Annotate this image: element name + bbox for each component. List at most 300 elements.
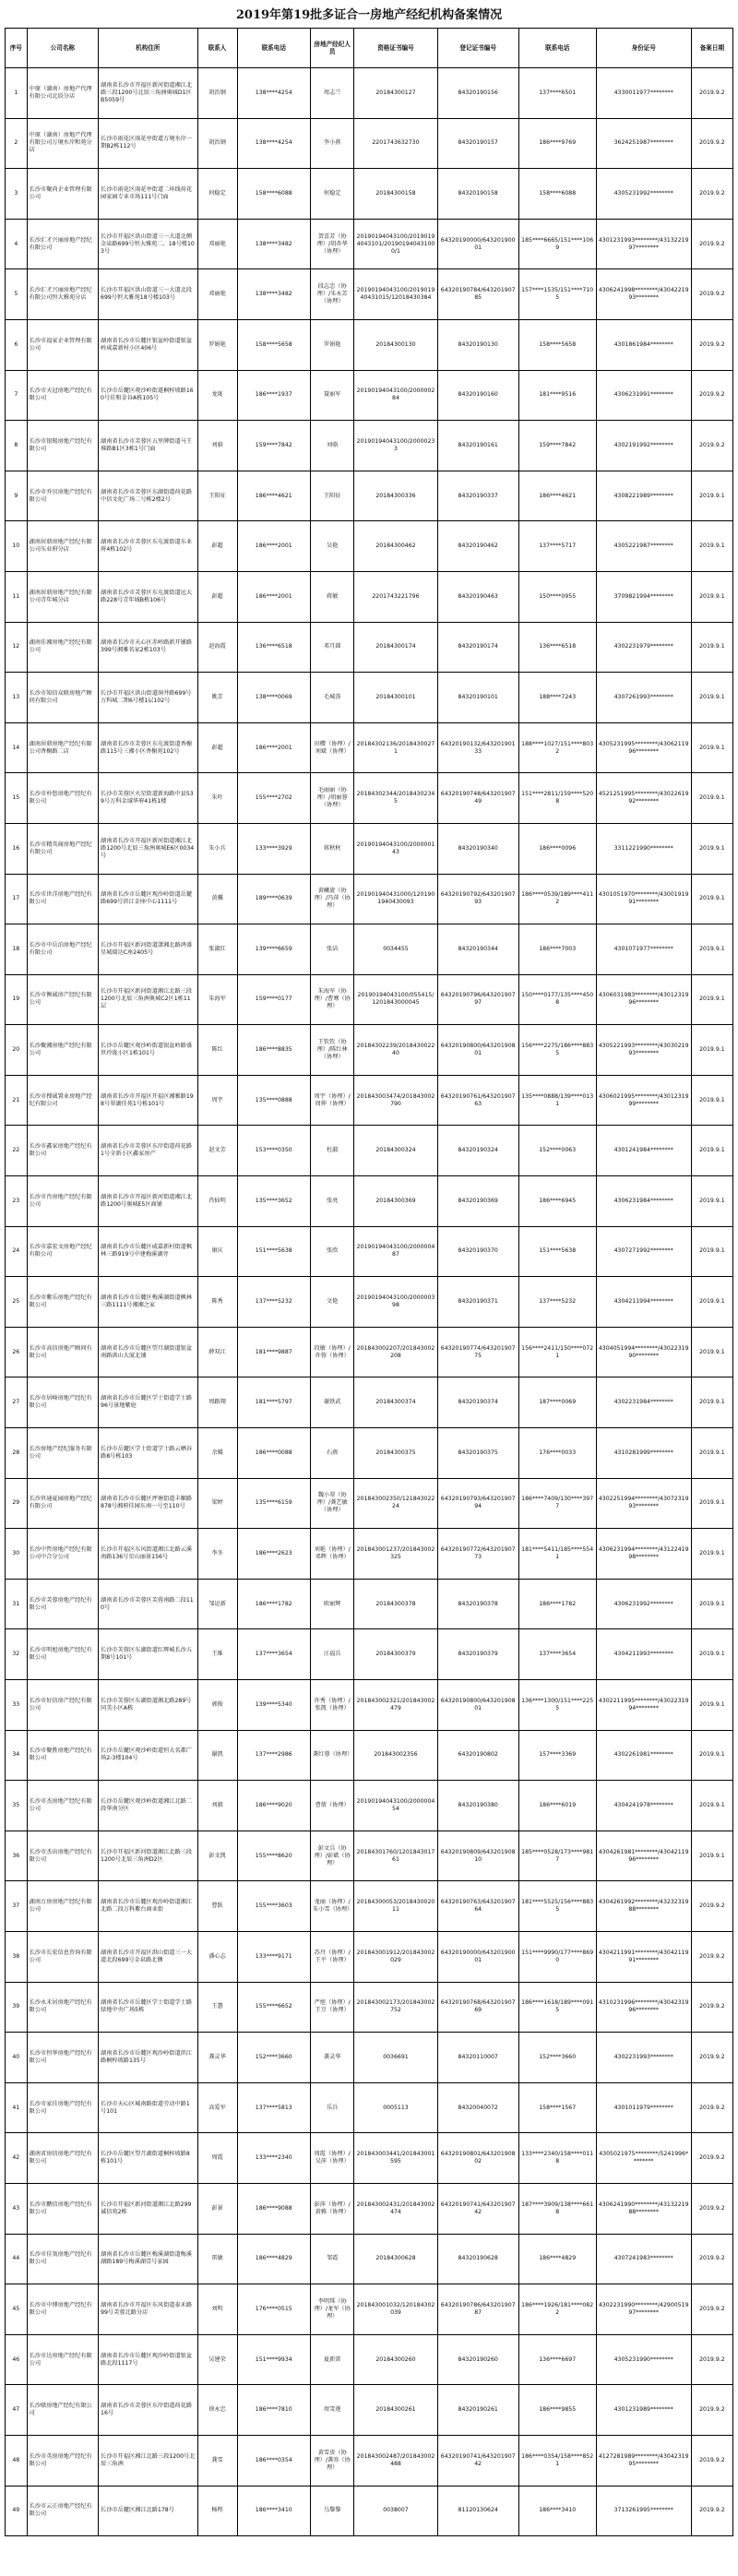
cell-date: 2019.9.1 (691, 1226, 732, 1277)
header-registration: 登记证书编号 (437, 29, 518, 68)
cell-registration: 64320190000/64320190001 (437, 219, 518, 269)
cell-address: 长沙市开福区洪山街道三一大道北段699号恒大雅苑18号楼103号 (99, 269, 197, 320)
cell-address: 湖南省长沙市岳麓区观沙岭街道岳麓路699号滨江金座中心1111号 (99, 874, 197, 924)
cell-address: 湖南省长沙市芙蓉区东屯渡街道远大路228号青年城B栋106号 (99, 571, 197, 622)
cell-contact: 徐永忠 (197, 2385, 237, 2436)
cell-qualification: 20190194043100/200000398 (354, 1277, 437, 1328)
cell-phone: 186****2001 (237, 722, 311, 773)
cell-phone: 186****0088 (237, 1428, 311, 1479)
cell-agent: 谢铁武 (311, 1377, 354, 1428)
cell-registration: 64320190809/64320190810 (437, 1831, 518, 1881)
cell-no: 20 (6, 1025, 28, 1076)
cell-phone: 138****4254 (237, 68, 311, 119)
header-contact: 联系人 (197, 29, 237, 68)
table-row (6, 2234, 733, 2284)
cell-agent-phone: 137****3654 (518, 1629, 596, 1680)
cell-contact: 陈红 (197, 1025, 237, 1076)
cell-address: 湖南省长沙市开福区新河街道湘江北路1200号北辰三角洲奥城E6区0034号 (99, 823, 197, 874)
cell-address: 湖南省长沙市芙蓉区东屯渡街道香榭路115号三湘小区香榭苑102号 (99, 722, 197, 773)
cell-address: 湖南省长沙市天心区赤岭路新开铺路399号湘雅名家2栋103号 (99, 622, 197, 673)
table-row (6, 1176, 733, 1227)
cell-qualification: 201843001237/201843002325 (354, 1529, 437, 1580)
cell-registration: 84320190261 (437, 2385, 518, 2436)
cell-date: 2019.9.2 (691, 2284, 732, 2335)
document-sheet (5, 4, 733, 2536)
cell-qualification: 20184301760/120184301761 (354, 1831, 437, 1881)
cell-phone: 155****8620 (237, 1831, 311, 1881)
cell-registration: 64320190748/64320190749 (437, 773, 518, 824)
cell-id-number: 4308221989******** (596, 471, 691, 521)
cell-phone: 151****5638 (237, 1226, 311, 1277)
cell-address: 湖南省长沙市岳麓区观沙岭街道银盆路北段1117号 (99, 2334, 197, 2385)
cell-contact: 雷敏 (197, 2234, 237, 2284)
cell-address: 长沙市开福区洪山街道三一大道北侧金泉路699号恒大雅苑二、18号楼103号 (99, 219, 197, 269)
cell-id-number: 4307261993******** (596, 673, 691, 723)
cell-company: 长沙市朴悠房地产经纪有限公司 (27, 773, 98, 824)
cell-phone: 158****6088 (237, 169, 311, 220)
cell-company: 长沙联房地产经纪有限公司 (27, 2385, 98, 2436)
cell-contact: 姚芳 (197, 673, 237, 723)
cell-qualification: 20184300375 (354, 1428, 437, 1479)
cell-agent: 张洁 (311, 924, 354, 975)
cell-date: 2019.9.2 (691, 1931, 732, 1982)
cell-agent-phone: 186****1618/189****0915 (518, 1982, 596, 2033)
cell-agent: 黄雪贵（协理）/龚容（协理） (311, 2435, 354, 2486)
cell-address: 湖南省长沙市芙蓉区东岸街道荷花路1号全新小区鑫家房产 (99, 1126, 197, 1176)
cell-contact: 谢凯 (197, 1730, 237, 1781)
cell-agent: 刘骆 (311, 421, 354, 471)
cell-id-number: 4301051970********/4300191991******** (596, 874, 691, 924)
cell-registration: 84320190101 (437, 673, 518, 723)
cell-company: 长沙汇才兴丽房地产经纪有限公司恒大雅苑分店 (27, 269, 98, 320)
cell-no: 8 (6, 421, 28, 471)
cell-registration: 84320190370 (437, 1226, 518, 1277)
cell-id-number: 4305231992******** (596, 169, 691, 220)
table-row (6, 471, 733, 521)
cell-company: 长沙市杰出房地产经纪有限公司 (27, 1831, 98, 1881)
cell-company: 长沙汇才兴丽房地产经纪有限公司 (27, 219, 98, 269)
table-row (6, 1680, 733, 1731)
cell-date: 2019.9.1 (691, 673, 732, 723)
cell-id-number: 4305221987******** (596, 521, 691, 572)
cell-id-number: 4305231995********/4306211996******** (596, 722, 691, 773)
cell-no: 37 (6, 1881, 28, 1932)
cell-agent: 周雪莲 (311, 2385, 354, 2436)
cell-id-number: 4304261981********/4304211996******** (596, 1831, 691, 1881)
cell-company: 长沙市衡诚房产经纪有限公司 (27, 974, 98, 1025)
cell-phone: 176****0515 (237, 2284, 311, 2335)
cell-company: 长沙市高信房地产顾问有限公司 (27, 1327, 98, 1377)
cell-qualification: 20184300378 (354, 1579, 437, 1629)
cell-agent: 汪福兵 (311, 1629, 354, 1680)
cell-id-number: 4304211991********/4304211991******** (596, 1931, 691, 1982)
cell-address: 长沙市雨花区雨花亭街道万境水岸一期B2栋112号 (99, 118, 197, 169)
header-agent-phone: 联系电话 (518, 29, 596, 68)
cell-agent-phone: 133****2340/158****0118 (518, 2133, 596, 2184)
cell-date: 2019.9.2 (691, 2133, 732, 2184)
cell-date: 2019.9.1 (691, 1277, 732, 1328)
cell-company: 长沙市好信房产经纪有限公司 (27, 1680, 98, 1731)
cell-agent-phone: 186****4829 (518, 2234, 596, 2284)
table-row (6, 2284, 733, 2335)
cell-agent: 夏新雷 (311, 2334, 354, 2385)
cell-qualification: 201843002173/201843002752 (354, 1982, 437, 2033)
cell-date: 2019.9.1 (691, 1579, 732, 1629)
table-row (6, 622, 733, 673)
cell-agent-phone: 186****0354/158****8521 (518, 2435, 596, 2486)
cell-no: 34 (6, 1730, 28, 1781)
cell-qualification: 20190194043100/201901940431015/12018430384 (354, 269, 437, 320)
cell-id-number: 4307241983******** (596, 2234, 691, 2284)
cell-phone: 153****0350 (237, 1126, 311, 1176)
cell-contact: 潘心志 (197, 1931, 237, 1982)
cell-contact: 彭文凯 (197, 1831, 237, 1881)
cell-company: 长沙市恒华房地产经纪有限公司 (27, 2033, 98, 2083)
cell-agent: 朱海军（协理）/曹骞（协理） (311, 974, 354, 1025)
cell-agent-phone: 186****6019 (518, 1781, 596, 1831)
cell-address: 湖南省长沙市芙蓉区五里牌街道马王堆路B1区3栋1号门面 (99, 421, 197, 471)
cell-phone: 152****3660 (237, 2033, 311, 2083)
cell-qualification: 20184300628 (354, 2234, 437, 2284)
cell-date: 2019.9.2 (691, 2033, 732, 2083)
cell-address: 长沙市岳麓区观沙岭街道银盆岭路盛世玲珑小区1栋101号 (99, 1025, 197, 1076)
cell-phone: 135****6159 (237, 1478, 311, 1529)
cell-agent: 王阳征 (311, 471, 354, 521)
table-row (6, 1831, 733, 1881)
cell-id-number: 4302231979******** (596, 622, 691, 673)
cell-phone: 137****2986 (237, 1730, 311, 1781)
cell-address: 长沙市开福区新河街道湘江北路299诚信苑2栋 (99, 2183, 197, 2234)
table-row (6, 370, 733, 421)
cell-registration: 84320190158 (437, 169, 518, 220)
table-row (6, 2486, 733, 2536)
cell-id-number: 4305231990******** (596, 2334, 691, 2385)
cell-address: 长沙市岳麓区观沙岭街道湘江北路二段华南分区 (99, 1781, 197, 1831)
cell-address: 长沙市天心区城南路街道劳动中路1号101 (99, 2082, 197, 2133)
cell-agent-phone: 186****0096 (518, 823, 596, 874)
cell-agent: 魏小翠（协理）/龚艺敏（协理） (311, 1478, 354, 1529)
cell-agent-phone: 157****1535/151****7105 (518, 269, 596, 320)
cell-qualification: 0038007 (354, 2486, 437, 2536)
cell-company: 长沙市佳瓴房地产经纪有限公司 (27, 2234, 98, 2284)
cell-phone: 181****9887 (237, 1327, 311, 1377)
cell-phone: 155****2702 (237, 773, 311, 824)
cell-phone: 186****2623 (237, 1529, 311, 1580)
cell-agent: 蒋秋秋 (311, 823, 354, 874)
cell-id-number: 4301241984******** (596, 1126, 691, 1176)
cell-registration: 84320190371 (437, 1277, 518, 1328)
table-row (6, 2082, 733, 2133)
cell-contact: 胡治钢 (197, 68, 237, 119)
cell-phone: 158****5658 (237, 319, 311, 370)
cell-agent-phone: 150****0955 (518, 571, 596, 622)
cell-agent-phone: 136****6697 (518, 2334, 596, 2385)
cell-phone: 137****5813 (237, 2082, 311, 2133)
cell-phone: 138****0069 (237, 673, 311, 723)
cell-qualification: 20184300374 (354, 1377, 437, 1428)
cell-date: 2019.9.1 (691, 773, 732, 824)
cell-registration: 84320190337 (437, 471, 518, 521)
table-row (6, 1529, 733, 1580)
cell-company: 中原（湖南）房地产代理有限公司北辰分店 (27, 68, 98, 119)
cell-address: 长沙市开福区新河街道湘江北路三段1200号北辰三角洲D2区 (99, 1831, 197, 1881)
cell-agent-phone: 136****1300/151****2255 (518, 1680, 596, 1731)
cell-no: 19 (6, 974, 28, 1025)
cell-registration: 64320190774/64320190775 (437, 1327, 518, 1377)
cell-id-number: 4306231992******** (596, 1579, 691, 1629)
cell-qualification: 20184300158 (354, 169, 437, 220)
cell-agent-phone: 151****2811/159****5208 (518, 773, 596, 824)
cell-company: 长沙市知信众联房地产顾问有限公司 (27, 673, 98, 723)
cell-phone: 159****0177 (237, 974, 311, 1025)
cell-company: 长沙市鑫家房地产经纪有限公司 (27, 1126, 98, 1176)
cell-qualification: 201843002356 (354, 1730, 437, 1781)
cell-registration: 84320190375 (437, 1428, 518, 1479)
cell-contact: 赵文芳 (197, 1126, 237, 1176)
cell-registration: 84320190379 (437, 1629, 518, 1680)
cell-id-number: 4302261981******** (596, 1730, 691, 1781)
cell-address: 湖南省长沙市开福区东风街道泰禾路99号芙蓉北路分店 (99, 2284, 197, 2335)
cell-id-number: 4306021995********/4301231999******** (596, 1075, 691, 1126)
cell-phone: 186****2001 (237, 571, 311, 622)
cell-qualification: 20190194043100/200000284 (354, 370, 437, 421)
cell-agent: 严旭（协理）/王豆（协理） (311, 1982, 354, 2033)
cell-no: 41 (6, 2082, 28, 2133)
cell-registration: 84320190324 (437, 1126, 518, 1176)
cell-contact: 王慧 (197, 1982, 237, 2033)
cell-address: 湖南省长沙市开福区洪山街道三一大道北段699号金泉路北侧 (99, 1931, 197, 1982)
cell-agent: 周霞（协理）/吴萍（协理） (311, 2133, 354, 2184)
cell-date: 2019.9.1 (691, 1478, 732, 1529)
cell-contact: 张淑红 (197, 924, 237, 975)
cell-registration: 64320190741/64320190742 (437, 2435, 518, 2486)
table-row (6, 823, 733, 874)
cell-agent: 龙丽（协理）/朱小雪（协理） (311, 1881, 354, 1932)
cell-address: 湖南省长沙市芙蓉区东屯渡街道东业府4栋102号 (99, 521, 197, 572)
table-row (6, 1579, 733, 1629)
cell-contact: 朱小兵 (197, 823, 237, 874)
cell-phone: 139****5340 (237, 1680, 311, 1731)
cell-qualification: 20184300261 (354, 2385, 437, 2436)
cell-no: 12 (6, 622, 28, 673)
cell-date: 2019.9.1 (691, 1327, 732, 1377)
cell-company: 长沙房地产经纪服务有限公司 (27, 1428, 98, 1479)
cell-qualification: 20190194043100/200000487 (354, 1226, 437, 1277)
cell-registration: 64320190802 (437, 1730, 518, 1781)
cell-company: 长沙市云正房地产经纪有限公司 (27, 2486, 98, 2536)
cell-agent: 黄曦旋（协理）/冯萍（协理） (311, 874, 354, 924)
cell-date: 2019.9.2 (691, 2385, 732, 2436)
cell-id-number: 3311221990******** (596, 823, 691, 874)
cell-address: 湖南省长沙市岳麓区观沙岭街道滨江路桐梓坡路135号 (99, 2033, 197, 2083)
cell-registration: 64320190000/64320190001 (437, 1931, 518, 1982)
table-row (6, 1478, 733, 1529)
cell-agent: 聂丽军 (311, 370, 354, 421)
table-row (6, 874, 733, 924)
cell-id-number: 3713261995******** (596, 2486, 691, 2536)
cell-company: 长沙市聚尚企业管理有限公司 (27, 169, 98, 220)
header-id-number: 身份证号 (596, 29, 691, 68)
cell-no: 1 (6, 68, 28, 119)
cell-id-number: 4330011977******** (596, 68, 691, 119)
cell-date: 2019.9.1 (691, 471, 732, 521)
cell-no: 3 (6, 169, 28, 220)
cell-contact: 曹跃 (197, 1881, 237, 1932)
cell-id-number: 4302231984******** (596, 1377, 691, 1428)
cell-qualification: 20184300127 (354, 68, 437, 119)
cell-registration: 64320190800/64320190801 (437, 1680, 518, 1731)
cell-registration: 84320190369 (437, 1176, 518, 1227)
cell-registration: 84320190161 (437, 421, 518, 471)
cell-agent: 贺喜芳（协理）/胡杏华（协理） (311, 219, 354, 269)
cell-company: 长沙永禾居房地产经纪有限公司 (27, 1982, 98, 2033)
cell-date: 2019.9.1 (691, 1176, 732, 1227)
cell-phone: 138****4254 (237, 118, 311, 169)
cell-no: 2 (6, 118, 28, 169)
cell-agent-phone: 152****0063 (518, 1126, 596, 1176)
table-row (6, 521, 733, 572)
table-row (6, 773, 733, 824)
cell-agent-phone: 187****3909/138****6618 (518, 2183, 596, 2234)
table-row (6, 269, 733, 320)
cell-agent-phone: 151****5638 (518, 1226, 596, 1277)
cell-registration: 64320190793/64320190794 (437, 1478, 518, 1529)
cell-address: 长沙市开福区湘江北路三段1200号北辰三角洲 (99, 2435, 197, 2486)
cell-agent: 王钦钦（协理）/陈红林（协理） (311, 1025, 354, 1076)
cell-contact: 邓丽艳 (197, 269, 237, 320)
cell-phone: 186****0354 (237, 2435, 311, 2486)
cell-phone: 135****0888 (237, 1075, 311, 1126)
cell-agent-phone: 156****2411/150****0721 (518, 1327, 596, 1377)
cell-contact: 周宇 (197, 1075, 237, 1126)
table-row (6, 421, 733, 471)
cell-agent: 李明珠（协理）/龙军（协理） (311, 2284, 354, 2335)
cell-agent: 田樱（协理）/刘斌（协理） (311, 722, 354, 773)
cell-registration: 64320190801/64320190802 (437, 2133, 518, 2184)
cell-date: 2019.9.2 (691, 68, 732, 119)
cell-address: 长沙市开福区东风街道湘江北路云溪南路136号星山丽景156号 (99, 1529, 197, 1580)
cell-company: 长沙市芙蓉房地产经纪有限公司 (27, 1579, 98, 1629)
header-agent: 房地产经纪人员 (311, 29, 354, 68)
cell-address: 长沙市芙蓉区东湖街道红辉城长沙五期8号101号 (99, 1629, 197, 1680)
cell-no: 13 (6, 673, 28, 723)
cell-registration: 64320190784/64320190785 (437, 269, 518, 320)
table-row (6, 1377, 733, 1428)
cell-registration: 84320040072 (437, 2082, 518, 2133)
cell-company: 长沙市家佳房地产经纪有限公司 (27, 2082, 98, 2133)
cell-company: 长沙市中博房地产经纪有限公司 (27, 2284, 98, 2335)
cell-registration: 64320190763/64320190764 (437, 1881, 518, 1932)
cell-phone: 151****9934 (237, 2334, 311, 2385)
header-address: 机构住所 (99, 29, 197, 68)
cell-date: 2019.9.2 (691, 2183, 732, 2234)
cell-contact: 何稳定 (197, 169, 237, 220)
cell-agent-phone: 150****0177/135****4508 (518, 974, 596, 1025)
cell-agent: 曹倩（协理） (311, 1781, 354, 1831)
cell-company: 长沙市乔贝房地产经纪有限公司 (27, 471, 98, 521)
cell-agent: 李小燕 (311, 118, 354, 169)
cell-contact: 刘毅 (197, 1781, 237, 1831)
cell-agent-phone: 185****0528/173****9817 (518, 1831, 596, 1881)
cell-date: 2019.9.1 (691, 1781, 732, 1831)
cell-contact: 余媛 (197, 1428, 237, 1479)
cell-agent: 彭文兵（协理）/彭斌（协理） (311, 1831, 354, 1881)
cell-no: 28 (6, 1428, 28, 1479)
cell-no: 23 (6, 1176, 28, 1227)
cell-phone: 181****5797 (237, 1377, 311, 1428)
cell-agent: 毛丽丽（协理）/胡丽蓉（协理） (311, 773, 354, 824)
cell-registration: 84320190174 (437, 622, 518, 673)
cell-company: 长沙聚湘房地产经纪有限公司 (27, 1025, 98, 1076)
cell-company: 湖南万房房地产经纪有限公司 (27, 1881, 98, 1932)
cell-contact: 刘明 (197, 2284, 237, 2335)
cell-date: 2019.9.2 (691, 2082, 732, 2133)
cell-no: 30 (6, 1529, 28, 1580)
cell-qualification: 201901940431000/1201901940430093 (354, 874, 437, 924)
cell-date: 2019.9.1 (691, 1377, 732, 1428)
cell-no: 47 (6, 2385, 28, 2436)
cell-no: 33 (6, 1680, 28, 1731)
cell-agent: 许秀（协理）/张凯（协理） (311, 1680, 354, 1731)
cell-registration: 84320190157 (437, 118, 518, 169)
cell-address: 湖南省长沙市岳麓区银盆岭街道银盆岭咸嘉新村小区406号 (99, 319, 197, 370)
cell-company: 长沙市嘉宏文房地产经纪有限公司 (27, 1226, 98, 1277)
cell-phone: 186****1937 (237, 370, 311, 421)
cell-agent-phone: 137****6501 (518, 68, 596, 119)
cell-qualification: 201843002431/201843002474 (354, 2183, 437, 2234)
cell-no: 5 (6, 269, 28, 320)
cell-id-number: 4306231984******** (596, 1176, 691, 1227)
table-header (6, 29, 733, 68)
cell-agent-phone: 181****5411/185****5541 (518, 1529, 596, 1580)
cell-agent: 杜淑 (311, 1126, 354, 1176)
cell-agent: 彭萍（协理）/黄雅（协理） (311, 2183, 354, 2234)
cell-no: 32 (6, 1629, 28, 1680)
cell-address: 长沙市岳麓区观沙岭街道桐梓坡路160号佳和金谷A栋105号 (99, 370, 197, 421)
cell-contact: 吴建荣 (197, 2334, 237, 2385)
cell-date: 2019.9.2 (691, 2435, 732, 2486)
cell-registration: 84320190463 (437, 571, 518, 622)
cell-registration: 64320190741/64320190742 (437, 2183, 518, 2234)
cell-no: 44 (6, 2234, 28, 2284)
cell-qualification: 0034455 (354, 924, 437, 975)
cell-no: 42 (6, 2133, 28, 2184)
cell-registration: 81120130624 (437, 2486, 518, 2536)
cell-address: 湖南省长沙市开福区新河街道湘江北路1200号奥城E5区商铺 (99, 1176, 197, 1227)
cell-no: 46 (6, 2334, 28, 2385)
cell-contact: 高爱军 (197, 2082, 237, 2133)
cell-date: 2019.9.2 (691, 1881, 732, 1932)
cell-phone: 138****3482 (237, 219, 311, 269)
cell-phone: 186****2001 (237, 521, 311, 572)
cell-qualification: 20184302344/20184302345 (354, 773, 437, 824)
cell-contact: 薛双江 (197, 1327, 237, 1377)
cell-company: 长沙市居峰房地产经纪有限公司 (27, 1377, 98, 1428)
cell-no: 45 (6, 2284, 28, 2335)
cell-company: 长沙市鹏信房地产经纪有限公司 (27, 2183, 98, 2234)
cell-id-number: 4305221993********/4303021993******** (596, 1025, 691, 1076)
cell-id-number: 4307271992******** (596, 1226, 691, 1277)
cell-id-number: 4306231991******** (596, 370, 691, 421)
cell-date: 2019.9.2 (691, 2234, 732, 2284)
cell-date: 2019.9.1 (691, 1680, 732, 1731)
cell-address: 长沙市岳麓区观沙岭街道恒大名都广场2-3楼104号 (99, 1730, 197, 1781)
cell-date: 2019.9.2 (691, 118, 732, 169)
cell-no: 22 (6, 1126, 28, 1176)
cell-phone: 137****3654 (237, 1629, 311, 1680)
cell-address: 长沙市开福区新河街道潇湘北路鸿盛星城瑞达C座2405号 (99, 924, 197, 975)
cell-qualification: 20190194043100/20000233 (354, 421, 437, 471)
